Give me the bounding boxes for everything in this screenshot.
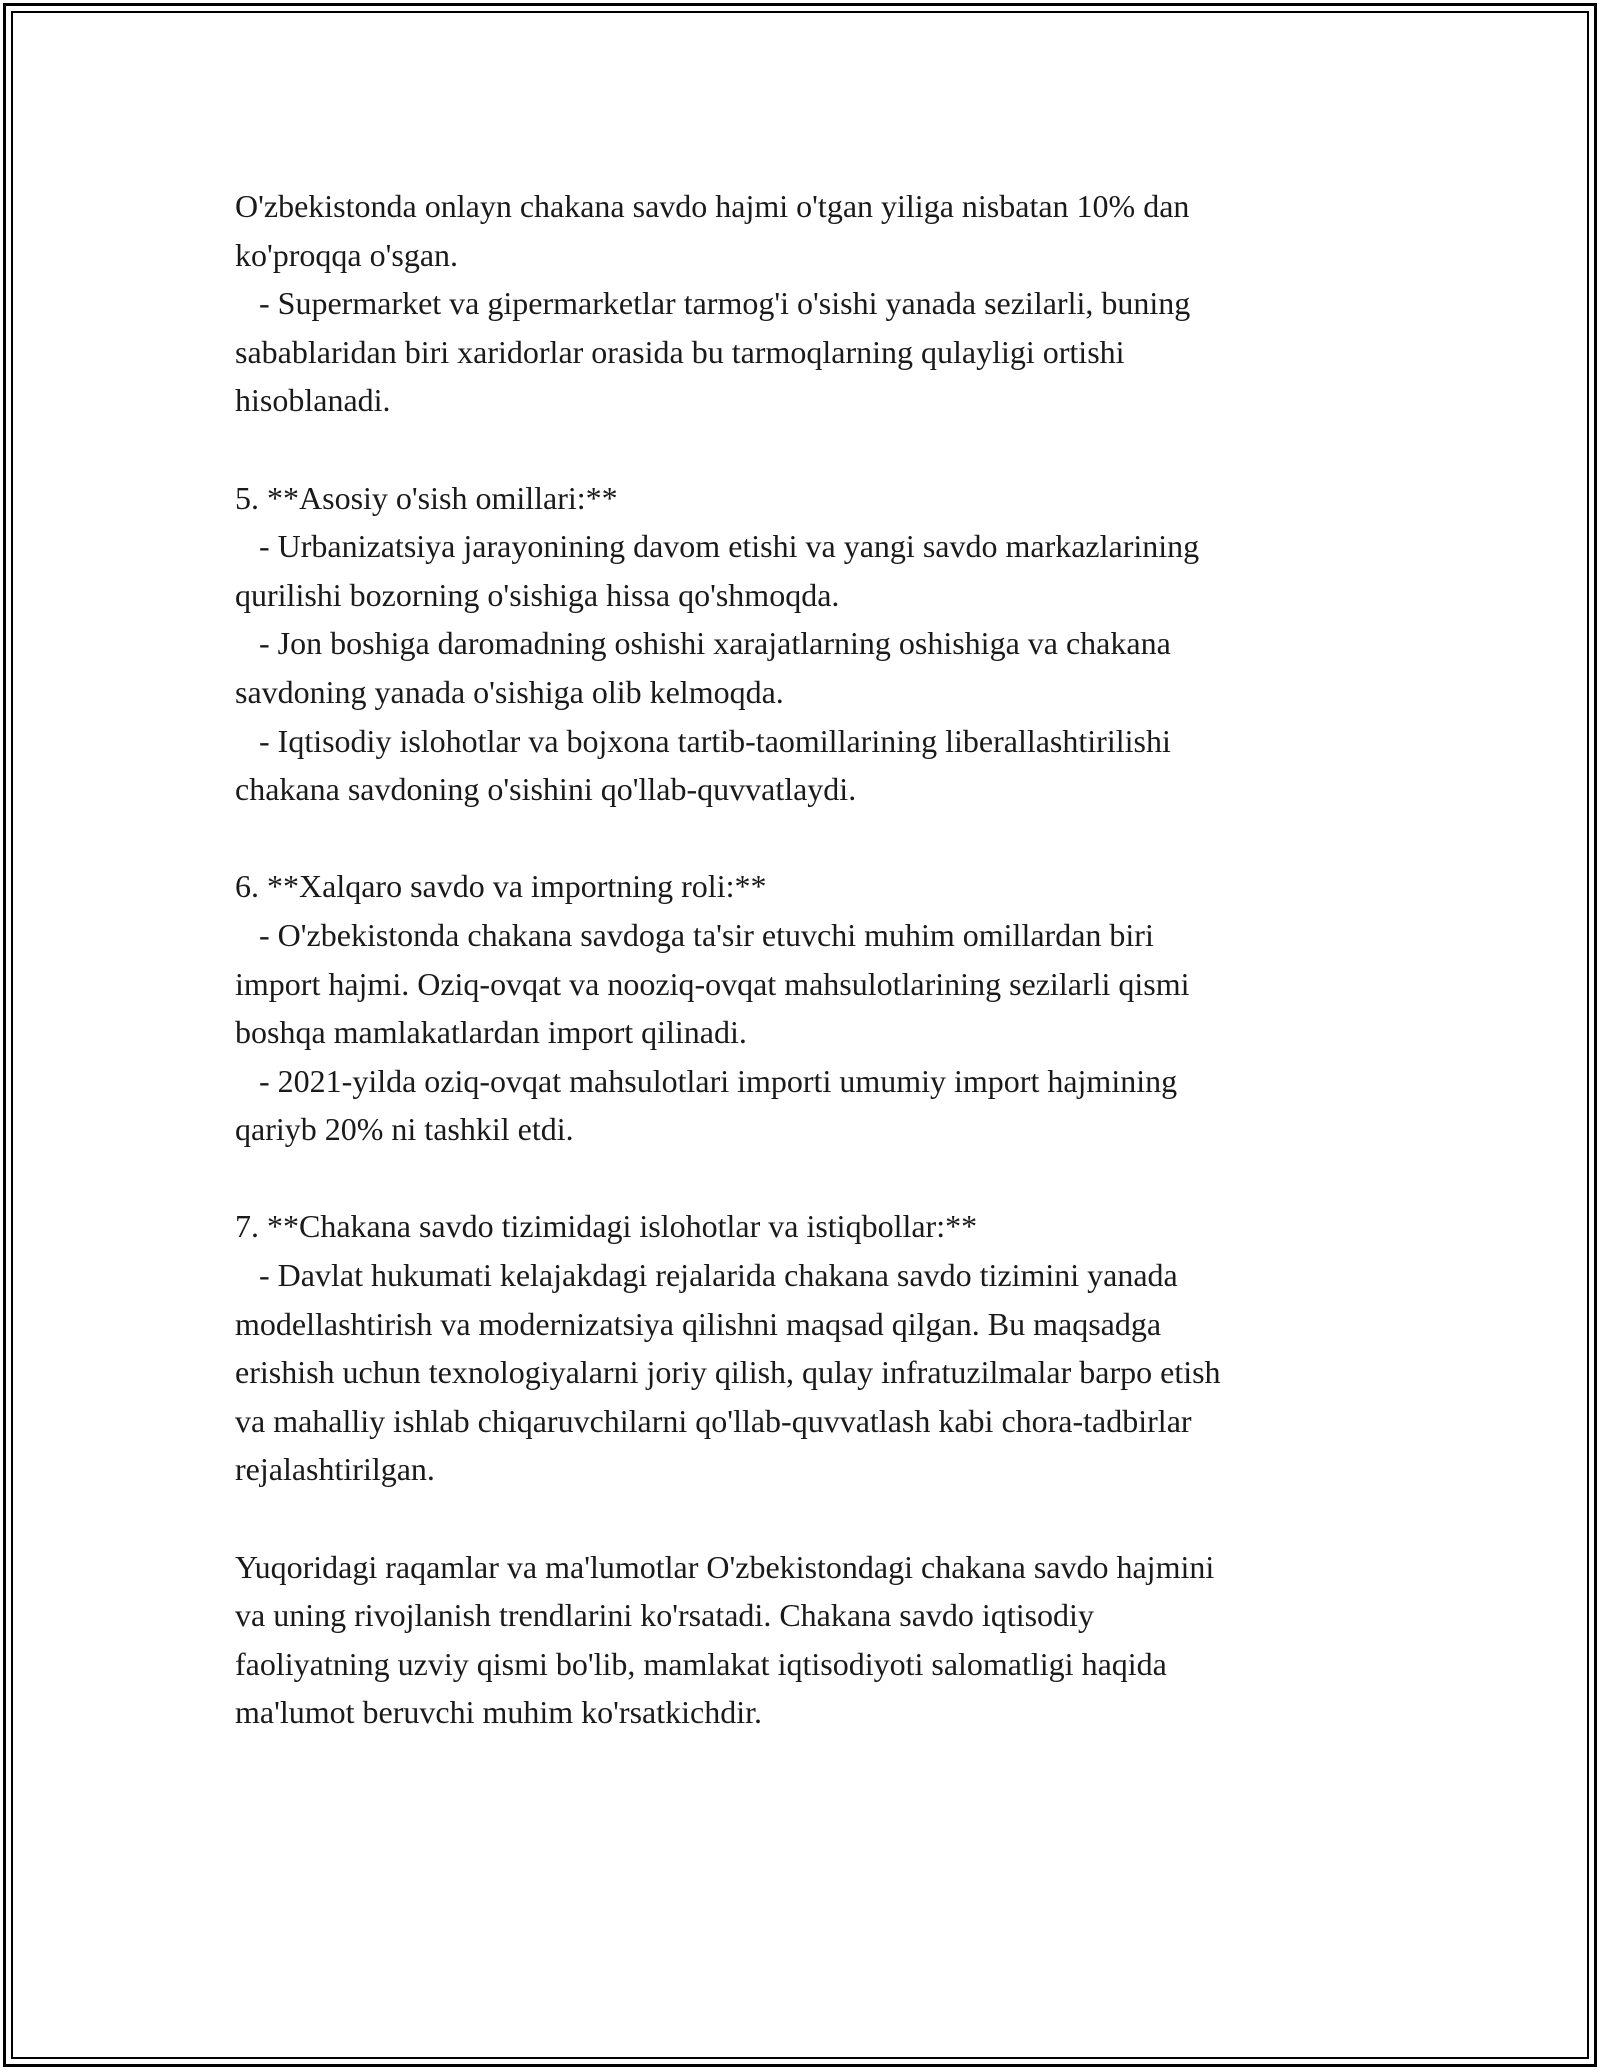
text-line: faoliyatning uzviy qismi bo'lib, mamlakat iqtisodiyoti salomatligi haqida <box>235 1645 1167 1682</box>
paragraph-section-7 <box>235 1202 1385 1494</box>
paragraph-spacer <box>235 1154 1385 1203</box>
text-line: rejalashtirilgan. <box>235 1451 435 1488</box>
text-line: hisoblanadi. <box>235 382 391 419</box>
text-line: boshqa mamlakatlardan import qilinadi. <box>235 1014 747 1051</box>
text-line: ko'proqqa o'sgan. <box>235 236 459 273</box>
text-line: import hajmi. Oziq-ovqat va nooziq-ovqat mahsulotlarining sezilarli qismi <box>235 965 1190 1002</box>
text-line: - 2021-yilda oziq-ovqat mahsulotlari importi umumiy import hajmining <box>235 1062 1178 1099</box>
paragraph-spacer <box>235 1494 1385 1543</box>
document-body <box>235 182 1385 1737</box>
text-line: Yuqoridagi raqamlar va ma'lumotlar O'zbekistondagi chakana savdo hajmini <box>235 1548 1215 1585</box>
text-line: - Urbanizatsiya jarayonining davom etishi va yangi savdo markazlarining <box>235 528 1200 565</box>
text-line: 5. **Asosiy o'sish omillari:** <box>235 479 618 516</box>
text-line: erishish uchun texnologiyalarni joriy qilish, qulay infratuzilmalar barpo etish <box>235 1354 1221 1391</box>
text-line: - Supermarket va gipermarketlar tarmog'i o'sishi yanada sezilarli, buning <box>235 285 1191 322</box>
text-line: - Iqtisodiy islohotlar va bojxona tartib-taomillarining liberallashtirilishi <box>235 722 1171 759</box>
text-line: 6. **Xalqaro savdo va importning roli:** <box>235 868 767 905</box>
text-line: - O'zbekistonda chakana savdoga ta'sir etuvchi muhim omillardan biri <box>235 916 1154 953</box>
text-line: va mahalliy ishlab chiqaruvchilarni qo'llab-quvvatlash kabi chora-tadbirlar <box>235 1402 1192 1439</box>
text-line: va uning rivojlanish trendlarini ko'rsatadi. Chakana savdo iqtisodiy <box>235 1597 1094 1634</box>
text-line: savdoning yanada o'sishiga olib kelmoqda. <box>235 673 784 710</box>
text-line: - Davlat hukumati kelajakdagi rejalarida chakana savdo tizimini yanada <box>235 1257 1178 1294</box>
paragraph-spacer <box>235 814 1385 863</box>
text-line: modellashtirish va modernizatsiya qilishni maqsad qilgan. Bu maqsadga <box>235 1305 1162 1342</box>
paragraph-spacer <box>235 425 1385 474</box>
text-line: sabablaridan biri xaridorlar orasida bu tarmoqlarning qulayligi ortishi <box>235 333 1125 370</box>
paragraph-section-6 <box>235 862 1385 1154</box>
text-line: - Jon boshiga daromadning oshishi xarajatlarning oshishiga va chakana <box>235 625 1171 662</box>
paragraph-conclusion <box>235 1543 1385 1737</box>
text-line: qurilishi bozorning o'sishiga hissa qo'shmoqda. <box>235 576 840 613</box>
text-line: qariyb 20% ni tashkil etdi. <box>235 1111 574 1148</box>
text-line: chakana savdoning o'sishini qo'llab-quvvatlaydi. <box>235 771 857 808</box>
paragraph-intro-continuation <box>235 182 1385 425</box>
text-line: ma'lumot beruvchi muhim ko'rsatkichdir. <box>235 1694 762 1731</box>
text-line: O'zbekistonda onlayn chakana savdo hajmi o'tgan yiliga nisbatan 10% dan <box>235 188 1190 224</box>
paragraph-section-5 <box>235 474 1385 814</box>
text-line: 7. **Chakana savdo tizimidagi islohotlar va istiqbollar:** <box>235 1208 978 1245</box>
